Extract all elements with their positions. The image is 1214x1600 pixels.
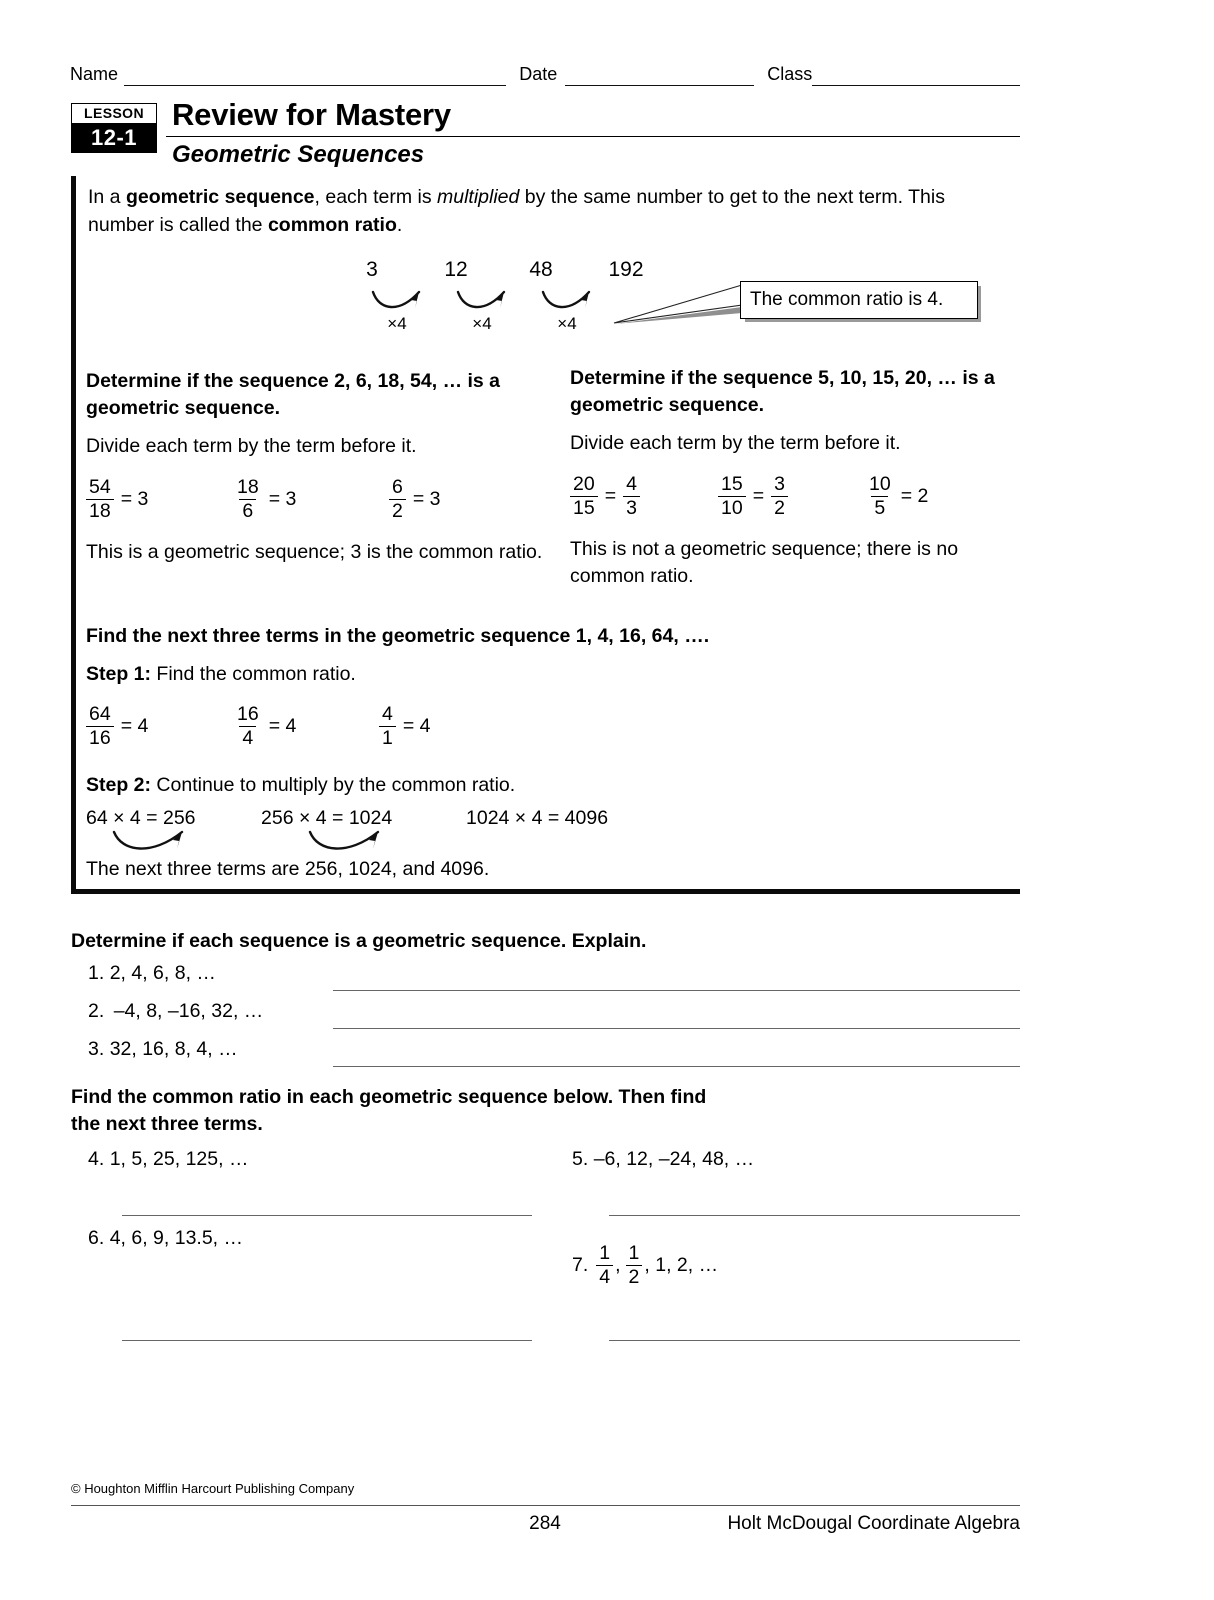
fraction-denominator: 4 bbox=[596, 1265, 613, 1289]
exercise-sequence: 1, 5, 25, 125, … bbox=[109, 1148, 249, 1170]
fraction bbox=[86, 476, 114, 523]
footer-divider bbox=[71, 1505, 1020, 1506]
fraction bbox=[234, 476, 262, 523]
fraction-numerator: 15 bbox=[721, 473, 743, 495]
fraction-denominator: 3 bbox=[623, 496, 640, 520]
fraction bbox=[389, 476, 406, 523]
date-label: Date bbox=[519, 64, 558, 84]
exercise-item-4 bbox=[88, 1148, 248, 1171]
exercise-section-2-heading-line-1: Find the common ratio in each geometric sequence below. Then find bbox=[71, 1086, 707, 1108]
fraction-group bbox=[570, 473, 718, 520]
fraction-group bbox=[718, 473, 866, 520]
callout-text: The common ratio is 4. bbox=[750, 289, 944, 310]
sequence-multiplier-3: ×4 bbox=[557, 314, 577, 333]
intro-text-3: by the same number to get to the next term. This number is called the bbox=[88, 186, 945, 236]
fraction-denominator: 6 bbox=[239, 499, 256, 523]
page-title: Review for Mastery bbox=[172, 97, 451, 132]
fraction-result bbox=[771, 473, 788, 520]
example-right bbox=[570, 365, 1020, 590]
fraction-numerator: 18 bbox=[237, 476, 259, 498]
example-left-conclusion: This is a geometric sequence; 3 is the common ratio. bbox=[86, 541, 543, 563]
fraction-group bbox=[86, 476, 234, 523]
fraction-group bbox=[866, 473, 935, 520]
exercise-item-7 bbox=[572, 1242, 718, 1289]
example-right-instruction: Divide each term by the term before it. bbox=[570, 432, 901, 454]
answer-line-4[interactable] bbox=[122, 1215, 532, 1216]
exercise-sequence: –4, 8, –16, 32, … bbox=[113, 1000, 264, 1022]
sequence-term-1: 3 bbox=[366, 258, 378, 281]
fraction-denominator: 2 bbox=[626, 1265, 643, 1289]
class-label: Class bbox=[767, 64, 813, 84]
exercise-sequence-rest: , 1, 2, … bbox=[644, 1254, 719, 1276]
date-input-rule[interactable] bbox=[565, 69, 753, 86]
product-3: 1024 × 4 = 4096 bbox=[466, 807, 609, 829]
fraction bbox=[379, 703, 396, 750]
copyright-notice: © Houghton Mifflin Harcourt Publishing Company bbox=[71, 1481, 355, 1496]
example-box-left-bar bbox=[71, 176, 76, 891]
fraction-denominator: 18 bbox=[86, 499, 114, 523]
step-1-label: Step 1: bbox=[86, 663, 152, 685]
page-number: 284 bbox=[529, 1513, 561, 1534]
fraction-numerator: 4 bbox=[382, 703, 393, 725]
fraction-numerator: 16 bbox=[237, 703, 259, 725]
lesson-badge bbox=[71, 103, 157, 153]
exercise-item-5 bbox=[572, 1148, 754, 1171]
fraction-numerator: 1 bbox=[599, 1242, 611, 1264]
fraction-denominator: 15 bbox=[570, 496, 598, 520]
comma-separator: , bbox=[615, 1254, 621, 1276]
fraction-denominator: 10 bbox=[718, 496, 746, 520]
example-left-heading: Determine if the sequence 2, 6, 18, 54, … is a geometric sequence. bbox=[86, 370, 501, 419]
fraction bbox=[718, 473, 746, 520]
sequence-term-3: 48 bbox=[529, 258, 553, 281]
fraction-numerator: 54 bbox=[89, 476, 111, 498]
example-left bbox=[86, 368, 556, 566]
equals-sign: = bbox=[752, 485, 765, 507]
fraction-result: = 4 bbox=[402, 715, 431, 737]
example-left-instruction: Divide each term by the term before it. bbox=[86, 435, 417, 457]
exercise-sequence: 32, 16, 8, 4, … bbox=[109, 1038, 238, 1060]
fraction-numerator: 20 bbox=[573, 473, 595, 495]
answer-line-2[interactable] bbox=[333, 1028, 1020, 1029]
product-1: 64 × 4 = 256 bbox=[86, 807, 196, 829]
fraction-result: = 3 bbox=[120, 488, 149, 510]
class-input-rule[interactable] bbox=[812, 69, 1020, 86]
equals-sign: = bbox=[604, 485, 617, 507]
exercise-number: 3. bbox=[88, 1038, 105, 1060]
step-2-line bbox=[86, 774, 515, 797]
example-right-heading: Determine if the sequence 5, 10, 15, 20, … is a geometric sequence. bbox=[570, 367, 995, 416]
fraction bbox=[234, 703, 262, 750]
exercise-number: 4. bbox=[88, 1148, 105, 1170]
fraction-result: = 4 bbox=[268, 715, 297, 737]
fraction bbox=[86, 703, 114, 750]
step-2-label: Step 2: bbox=[86, 774, 152, 796]
intro-paragraph bbox=[88, 183, 988, 239]
book-title: Holt McDougal Coordinate Algebra bbox=[727, 1513, 1020, 1534]
fraction-numerator: 1 bbox=[628, 1242, 640, 1264]
answer-line-1[interactable] bbox=[333, 990, 1020, 991]
answer-line-3[interactable] bbox=[333, 1066, 1020, 1067]
worked-example-conclusion: The next three terms are 256, 1024, and 4096. bbox=[86, 858, 490, 880]
fraction-denominator: 2 bbox=[389, 499, 406, 523]
fraction-numerator: 6 bbox=[392, 476, 403, 498]
common-ratio-callout bbox=[740, 281, 978, 319]
exercise-number: 6. bbox=[88, 1227, 105, 1249]
answer-line-5[interactable] bbox=[609, 1215, 1020, 1216]
fraction-result bbox=[623, 473, 640, 520]
fraction-numerator: 64 bbox=[89, 703, 111, 725]
sequence-multiplier-2: ×4 bbox=[472, 314, 492, 333]
exercise-item-3 bbox=[88, 1038, 238, 1061]
exercise-section-2-heading-line-2: the next three terms. bbox=[71, 1113, 263, 1135]
fraction-result: = 2 bbox=[900, 485, 929, 507]
exercise-sequence: 4, 6, 9, 13.5, … bbox=[109, 1227, 244, 1249]
answer-line-7[interactable] bbox=[609, 1340, 1020, 1341]
intro-text-2: , each term is bbox=[314, 186, 437, 208]
intro-italic-multiplied: multiplied bbox=[437, 186, 520, 208]
lesson-badge-label: LESSON bbox=[71, 103, 157, 124]
exercise-number: 2. bbox=[88, 1000, 105, 1022]
intro-bold-common-ratio: common ratio bbox=[267, 214, 397, 236]
exercise-item-2 bbox=[88, 1000, 263, 1023]
exercise-item-6 bbox=[88, 1227, 243, 1250]
exercise-sequence: –6, 12, –24, 48, … bbox=[593, 1148, 755, 1170]
fraction bbox=[570, 473, 598, 520]
callout-pointer-icon bbox=[608, 283, 748, 329]
fraction-result: = 3 bbox=[268, 488, 297, 510]
sequence-term-4: 192 bbox=[608, 258, 644, 281]
page-subtitle: Geometric Sequences bbox=[172, 141, 425, 168]
exercise-number: 5. bbox=[572, 1148, 589, 1170]
exercise-number: 1. bbox=[88, 962, 105, 984]
student-info-line bbox=[70, 58, 1020, 86]
intro-text-4: . bbox=[396, 214, 403, 236]
example-right-conclusion: This is not a geometric sequence; there is no common ratio. bbox=[570, 538, 959, 587]
fraction bbox=[596, 1242, 613, 1289]
fraction-numerator: 3 bbox=[774, 473, 785, 495]
lesson-badge-number: 12-1 bbox=[71, 124, 157, 153]
fraction-numerator: 4 bbox=[626, 473, 637, 495]
exercise-sequence: 2, 4, 6, 8, … bbox=[109, 962, 216, 984]
exercise-item-1 bbox=[88, 962, 216, 985]
intro-text-1: In a bbox=[88, 186, 126, 208]
fraction bbox=[866, 473, 894, 520]
fraction-group bbox=[234, 703, 379, 750]
fraction-denominator: 5 bbox=[871, 496, 888, 520]
product-2: 256 × 4 = 1024 bbox=[261, 807, 393, 829]
intro-bold-geometric-sequence: geometric sequence bbox=[125, 186, 315, 208]
example-right-fractions bbox=[570, 473, 1020, 520]
fraction-result: = 4 bbox=[120, 715, 149, 737]
title-divider bbox=[166, 136, 1020, 137]
worked-example-heading: Find the next three terms in the geometric sequence 1, 4, 16, 64, …. bbox=[86, 625, 710, 647]
name-label: Name bbox=[70, 64, 119, 84]
fraction-denominator: 1 bbox=[379, 726, 396, 750]
sequence-multiplier-1: ×4 bbox=[387, 314, 407, 333]
fraction-denominator: 4 bbox=[239, 726, 256, 750]
fraction-group bbox=[86, 703, 234, 750]
exercise-number: 7. bbox=[572, 1254, 589, 1276]
answer-line-6[interactable] bbox=[122, 1340, 532, 1341]
fraction-group bbox=[389, 476, 448, 523]
fraction bbox=[626, 1242, 643, 1289]
fraction-denominator: 2 bbox=[771, 496, 788, 520]
example-box-bottom-rule bbox=[71, 889, 1020, 894]
exercise-section-1-heading: Determine if each sequence is a geometric sequence. Explain. bbox=[71, 930, 647, 952]
fraction-numerator: 10 bbox=[869, 473, 891, 495]
step-2-text: Continue to multiply by the common ratio. bbox=[151, 774, 516, 796]
fraction-group bbox=[379, 703, 438, 750]
sequence-term-2: 12 bbox=[444, 258, 468, 281]
fraction-result: = 3 bbox=[412, 488, 441, 510]
fraction-group bbox=[234, 476, 389, 523]
step-1-text: Find the common ratio. bbox=[151, 663, 356, 685]
example-left-fractions bbox=[86, 476, 556, 523]
fraction-denominator: 16 bbox=[86, 726, 114, 750]
step-1-line bbox=[86, 663, 356, 686]
step-1-fractions bbox=[86, 703, 438, 750]
name-input-rule[interactable] bbox=[124, 69, 506, 86]
